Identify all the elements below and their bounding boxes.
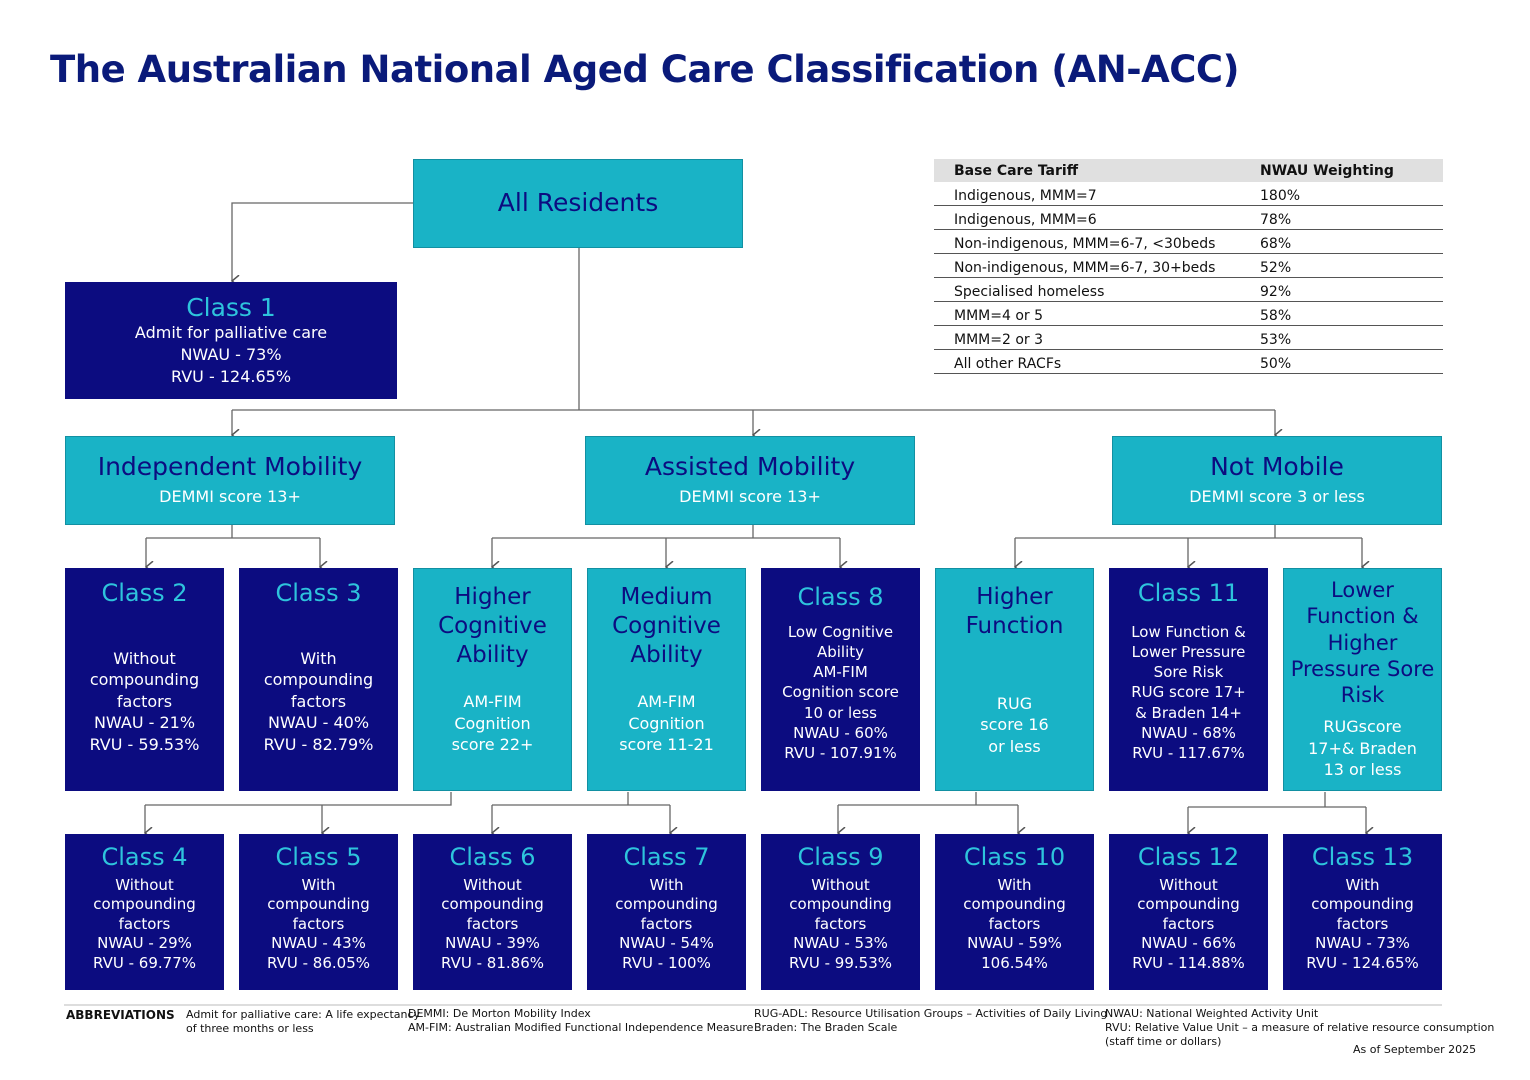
lower-function-head: Higher <box>1327 630 1398 655</box>
table-row <box>934 206 1443 230</box>
lower-function-head: Function & <box>1306 604 1419 629</box>
table-row <box>934 254 1443 278</box>
class-5-node <box>239 834 398 990</box>
node-line: 106.54% <box>981 953 1048 972</box>
date-note: As of September 2025 <box>1353 1043 1477 1056</box>
tariff-header-col1: Base Care Tariff <box>954 162 1079 179</box>
node-line: RVU - 82.79% <box>263 734 374 754</box>
page-title: The Australian National Aged Care Classification (AN-ACC) <box>50 48 1239 91</box>
higher-function-head: Function <box>965 612 1064 639</box>
node-line: compounding <box>789 895 892 914</box>
node-line: RVU - 107.91% <box>784 744 897 763</box>
assisted-mobility-head: Assisted Mobility <box>644 451 856 481</box>
independent-mobility-sub: DEMMI score 13+ <box>159 487 301 507</box>
class-1-line: RVU - 124.65% <box>170 366 292 386</box>
node-line: With <box>300 648 337 668</box>
node-line: RUG score 17+ <box>1131 683 1246 702</box>
node-line: AM-FIM <box>637 692 696 712</box>
node-line: compounding <box>963 895 1066 914</box>
node-line: NWAU - 60% <box>793 723 888 742</box>
class-4-head: Class 4 <box>101 843 188 871</box>
node-line: NWAU - 68% <box>1141 723 1236 742</box>
medium-cognitive-head: Cognitive <box>612 612 721 639</box>
table-row <box>934 302 1443 326</box>
node-line: compounding <box>89 670 200 690</box>
not-mobile-sub: DEMMI score 3 or less <box>1189 487 1365 507</box>
node-line: NWAU - 73% <box>1315 934 1410 953</box>
node-line: Lower Pressure <box>1131 642 1246 661</box>
node-line: Without <box>113 648 176 668</box>
tariff-cell: MMM=2 or 3 <box>954 332 1044 348</box>
all-residents-node <box>413 159 743 248</box>
node-line: RUG <box>996 693 1033 713</box>
node-line: factors <box>988 914 1041 933</box>
node-line: Without <box>463 875 522 894</box>
class-6-node <box>413 834 572 990</box>
tariff-header-col2: NWAU Weighting <box>1260 162 1394 179</box>
table-row <box>934 230 1443 254</box>
tariff-cell: Non-indigenous, MMM=6-7, <30beds <box>954 236 1216 252</box>
node-line: factors <box>466 914 519 933</box>
higher-cognitive-head: Ability <box>456 641 529 668</box>
assisted-mobility-node <box>585 436 915 525</box>
tariff-cell: 180% <box>1260 188 1301 204</box>
node-line: factors <box>290 691 347 711</box>
class-1-head: Class 1 <box>186 292 276 322</box>
node-line: Without <box>811 875 870 894</box>
class-7-head: Class 7 <box>623 843 710 871</box>
node-line: Sore Risk <box>1153 663 1224 682</box>
medium-cognitive-head: Medium <box>620 584 713 610</box>
higher-function-node <box>935 568 1094 791</box>
class-3-node <box>239 568 398 791</box>
node-line: RVU - 99.53% <box>789 953 892 972</box>
node-line: Cognition <box>628 713 705 733</box>
class-2-head: Class 2 <box>101 579 188 607</box>
tariff-header-row <box>934 159 1443 182</box>
class-8-node <box>761 568 920 791</box>
node-line: factors <box>118 914 171 933</box>
higher-function-head: Higher <box>976 584 1053 610</box>
node-line: NWAU - 54% <box>619 934 714 953</box>
class-13-node <box>1283 834 1442 990</box>
lower-function-head: Lower <box>1331 578 1394 602</box>
class-10-node <box>935 834 1094 990</box>
class-1-line: Admit for palliative care <box>134 323 328 343</box>
table-row <box>934 278 1443 302</box>
abbreviation-text: RVU: Relative Value Unit – a measure of relative resource consumption <box>1105 1020 1495 1034</box>
node-line: NWAU - 66% <box>1141 934 1236 953</box>
not-mobile-node <box>1112 436 1442 525</box>
assisted-mobility-sub: DEMMI score 13+ <box>679 487 821 507</box>
node-line: NWAU - 21% <box>93 713 196 733</box>
class-1-node <box>65 282 397 399</box>
node-line: RVU - 81.86% <box>441 953 544 972</box>
table-row <box>934 326 1443 350</box>
node-line: RVU - 69.77% <box>93 953 196 972</box>
class-12-node <box>1109 834 1268 990</box>
tariff-cell: 52% <box>1260 260 1292 276</box>
node-line: Low Function & <box>1131 622 1246 641</box>
abbreviations-col3 <box>754 1007 1107 1035</box>
class-3-head: Class 3 <box>275 579 362 607</box>
class-11-node <box>1109 568 1268 791</box>
class-10-head: Class 10 <box>963 843 1066 871</box>
node-line: & Braden 14+ <box>1135 703 1242 722</box>
node-line: or less <box>988 736 1041 756</box>
tariff-cell: Indigenous, MMM=6 <box>954 212 1097 228</box>
independent-mobility-head: Independent Mobility <box>97 451 363 481</box>
node-line: score 22+ <box>451 735 534 755</box>
class-13-head: Class 13 <box>1311 843 1414 871</box>
node-line: NWAU - 40% <box>267 713 370 733</box>
higher-cognitive-head: Higher <box>454 584 531 610</box>
node-line: NWAU - 39% <box>445 934 540 953</box>
tariff-cell: Specialised homeless <box>954 284 1105 300</box>
node-line: score 11-21 <box>619 735 714 755</box>
abbreviation-text: of three months or less <box>186 1021 314 1035</box>
class-6-head: Class 6 <box>449 843 536 871</box>
node-line: factors <box>292 914 345 933</box>
node-line: score 16 <box>980 715 1049 735</box>
node-line: compounding <box>93 895 196 914</box>
abbreviations-col1 <box>186 1008 420 1036</box>
tariff-cell: MMM=4 or 5 <box>954 308 1044 324</box>
node-line: compounding <box>1311 895 1414 914</box>
node-line: NWAU - 53% <box>793 934 888 953</box>
node-line: With <box>301 875 336 894</box>
tariff-cell: 68% <box>1260 236 1292 252</box>
class-11-head: Class 11 <box>1137 579 1240 607</box>
lower-function-head: Risk <box>1340 683 1385 707</box>
node-line: RVU - 124.65% <box>1306 953 1419 972</box>
lower-function-node <box>1283 568 1442 791</box>
class-9-node <box>761 834 920 990</box>
node-line: RVU - 117.67% <box>1132 744 1245 763</box>
node-line: RVU - 59.53% <box>89 734 200 754</box>
node-line: factors <box>1336 914 1389 933</box>
class-4-node <box>65 834 224 990</box>
node-line: RUGscore <box>1323 717 1402 737</box>
tariff-cell: 78% <box>1260 212 1292 228</box>
class-5-head: Class 5 <box>275 843 362 871</box>
node-line: NWAU - 59% <box>967 934 1062 953</box>
node-line: factors <box>1162 914 1215 933</box>
all-residents-label: All Residents <box>497 188 659 218</box>
not-mobile-head: Not Mobile <box>1210 451 1344 481</box>
class-12-head: Class 12 <box>1137 843 1240 871</box>
node-line: With <box>997 875 1032 894</box>
tariff-cell: 50% <box>1260 356 1292 372</box>
node-line: Low Cognitive <box>787 622 894 641</box>
node-line: 17+& Braden <box>1308 738 1417 758</box>
node-line: factors <box>116 691 173 711</box>
node-line: RVU - 114.88% <box>1132 953 1245 972</box>
tariff-cell: 58% <box>1260 308 1292 324</box>
tariff-cell: Indigenous, MMM=7 <box>954 188 1097 204</box>
abbreviation-text: NWAU: National Weighted Activity Unit <box>1105 1007 1319 1020</box>
class-1-line: NWAU - 73% <box>180 345 282 365</box>
medium-cognitive-node <box>587 568 746 791</box>
node-line: Without <box>1159 875 1218 894</box>
abbreviation-text: (staff time or dollars) <box>1105 1034 1222 1048</box>
class-2-node <box>65 568 224 791</box>
class-9-head: Class 9 <box>797 843 884 871</box>
node-line: Ability <box>816 642 865 661</box>
tariff-cell: 92% <box>1260 284 1292 300</box>
node-line: compounding <box>441 895 544 914</box>
node-line: compounding <box>263 670 374 690</box>
abbreviation-text: AM-FIM: Australian Modified Functional Independence Measure <box>408 1020 754 1034</box>
node-line: 10 or less <box>804 703 877 722</box>
node-line: factors <box>640 914 693 933</box>
node-line: 13 or less <box>1323 760 1402 780</box>
node-line: RVU - 86.05% <box>267 953 370 972</box>
tariff-cell: 53% <box>1260 332 1292 348</box>
lower-function-head: Pressure Sore <box>1290 656 1435 681</box>
node-line: AM-FIM <box>813 663 868 682</box>
node-line: Cognition score <box>782 683 899 702</box>
node-line: Without <box>115 875 174 894</box>
abbreviation-text: RUG-ADL: Resource Utilisation Groups – Activities of Daily Living <box>754 1007 1108 1020</box>
node-line: NWAU - 43% <box>271 934 366 953</box>
node-line: compounding <box>615 895 718 914</box>
class-7-node <box>587 834 746 990</box>
node-line: Cognition <box>454 713 531 733</box>
higher-cognitive-node <box>413 568 572 791</box>
abbreviations-label: ABBREVIATIONS <box>66 1008 175 1022</box>
node-line: factors <box>814 914 867 933</box>
tariff-cell: All other RACFs <box>954 356 1062 372</box>
medium-cognitive-head: Ability <box>630 641 703 668</box>
node-line: AM-FIM <box>463 692 522 712</box>
abbreviation-text: Admit for palliative care: A life expectancy <box>186 1008 421 1021</box>
node-line: RVU - 100% <box>622 953 711 972</box>
node-line: With <box>1345 875 1380 894</box>
node-line: NWAU - 29% <box>97 934 192 953</box>
base-care-tariff-table <box>934 159 1443 374</box>
higher-cognitive-head: Cognitive <box>438 612 547 639</box>
node-line: compounding <box>1137 895 1240 914</box>
abbreviation-text: DEMMI: De Morton Mobility Index <box>408 1007 591 1020</box>
node-line: compounding <box>267 895 370 914</box>
abbreviations-col2 <box>408 1007 753 1035</box>
table-row <box>934 182 1443 206</box>
node-line: With <box>649 875 684 894</box>
abbreviation-text: Braden: The Braden Scale <box>754 1020 898 1034</box>
tariff-cell: Non-indigenous, MMM=6-7, 30+beds <box>954 260 1216 276</box>
table-row <box>934 350 1443 374</box>
independent-mobility-node <box>65 436 395 525</box>
class-8-head: Class 8 <box>797 583 884 611</box>
